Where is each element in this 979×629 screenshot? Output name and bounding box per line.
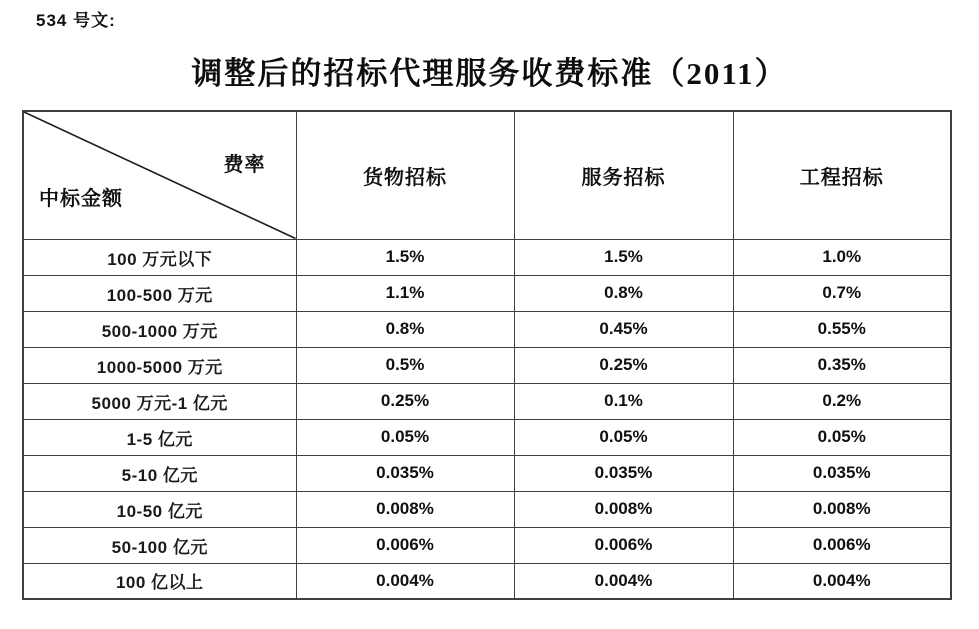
table-row: [23, 347, 951, 383]
rate-cell: 0.004%: [733, 563, 951, 599]
table-row: [23, 563, 951, 599]
rate-cell: 0.55%: [733, 311, 951, 347]
page-title: 调整后的招标代理服务收费标准（2011）: [191, 56, 788, 91]
amount-range-label: 5-10 亿元: [23, 455, 296, 491]
amount-range-label: 1000-5000 万元: [23, 347, 296, 383]
column-header-engineering-tender: 工程招标: [733, 111, 951, 239]
rate-cell: 0.7%: [733, 275, 951, 311]
table-row: [23, 239, 951, 275]
rate-cell: 0.004%: [514, 563, 733, 599]
rate-cell: 0.008%: [733, 491, 951, 527]
column-header-service-tender: 服务招标: [514, 111, 733, 239]
amount-range-label: 100-500 万元: [23, 275, 296, 311]
amount-range-label: 100 亿以上: [23, 563, 296, 599]
rate-cell: 0.05%: [733, 419, 951, 455]
table-row: [23, 527, 951, 563]
column-header-goods-tender: 货物招标: [296, 111, 514, 239]
rate-cell: 0.2%: [733, 383, 951, 419]
rate-cell: 0.05%: [296, 419, 514, 455]
fee-rate-table: [22, 110, 952, 600]
rate-cell: 0.1%: [514, 383, 733, 419]
table-row: [23, 455, 951, 491]
rate-cell: 0.004%: [296, 563, 514, 599]
rate-cell: 1.5%: [514, 239, 733, 275]
rate-cell: 0.035%: [733, 455, 951, 491]
amount-range-label: 100 万元以下: [23, 239, 296, 275]
amount-range-label: 5000 万元-1 亿元: [23, 383, 296, 419]
rate-cell: 1.0%: [733, 239, 951, 275]
rate-cell: 0.25%: [296, 383, 514, 419]
rate-cell: 0.035%: [514, 455, 733, 491]
corner-label-amount: 中标金额: [39, 188, 123, 210]
table-row: [23, 383, 951, 419]
rate-cell: 0.45%: [514, 311, 733, 347]
rate-cell: 0.8%: [296, 311, 514, 347]
amount-range-label: 500-1000 万元: [23, 311, 296, 347]
rate-cell: 1.1%: [296, 275, 514, 311]
rate-cell: 0.006%: [514, 527, 733, 563]
rate-cell: 0.008%: [514, 491, 733, 527]
table-row: [23, 311, 951, 347]
rate-cell: 0.35%: [733, 347, 951, 383]
table-header-row: [23, 111, 951, 239]
corner-label-rate: 费率: [223, 154, 266, 176]
rate-cell: 0.008%: [296, 491, 514, 527]
table-row: [23, 275, 951, 311]
doc-number-label: 534 号文:: [36, 11, 116, 30]
rate-cell: 1.5%: [296, 239, 514, 275]
rate-cell: 0.25%: [514, 347, 733, 383]
rate-cell: 0.006%: [733, 527, 951, 563]
amount-range-label: 50-100 亿元: [23, 527, 296, 563]
rate-cell: 0.5%: [296, 347, 514, 383]
rate-cell: 0.006%: [296, 527, 514, 563]
rate-cell: 0.8%: [514, 275, 733, 311]
amount-range-label: 10-50 亿元: [23, 491, 296, 527]
table-row: [23, 491, 951, 527]
rate-cell: 0.05%: [514, 419, 733, 455]
amount-range-label: 1-5 亿元: [23, 419, 296, 455]
corner-header-cell: [23, 111, 296, 239]
table-row: [23, 419, 951, 455]
rate-cell: 0.035%: [296, 455, 514, 491]
